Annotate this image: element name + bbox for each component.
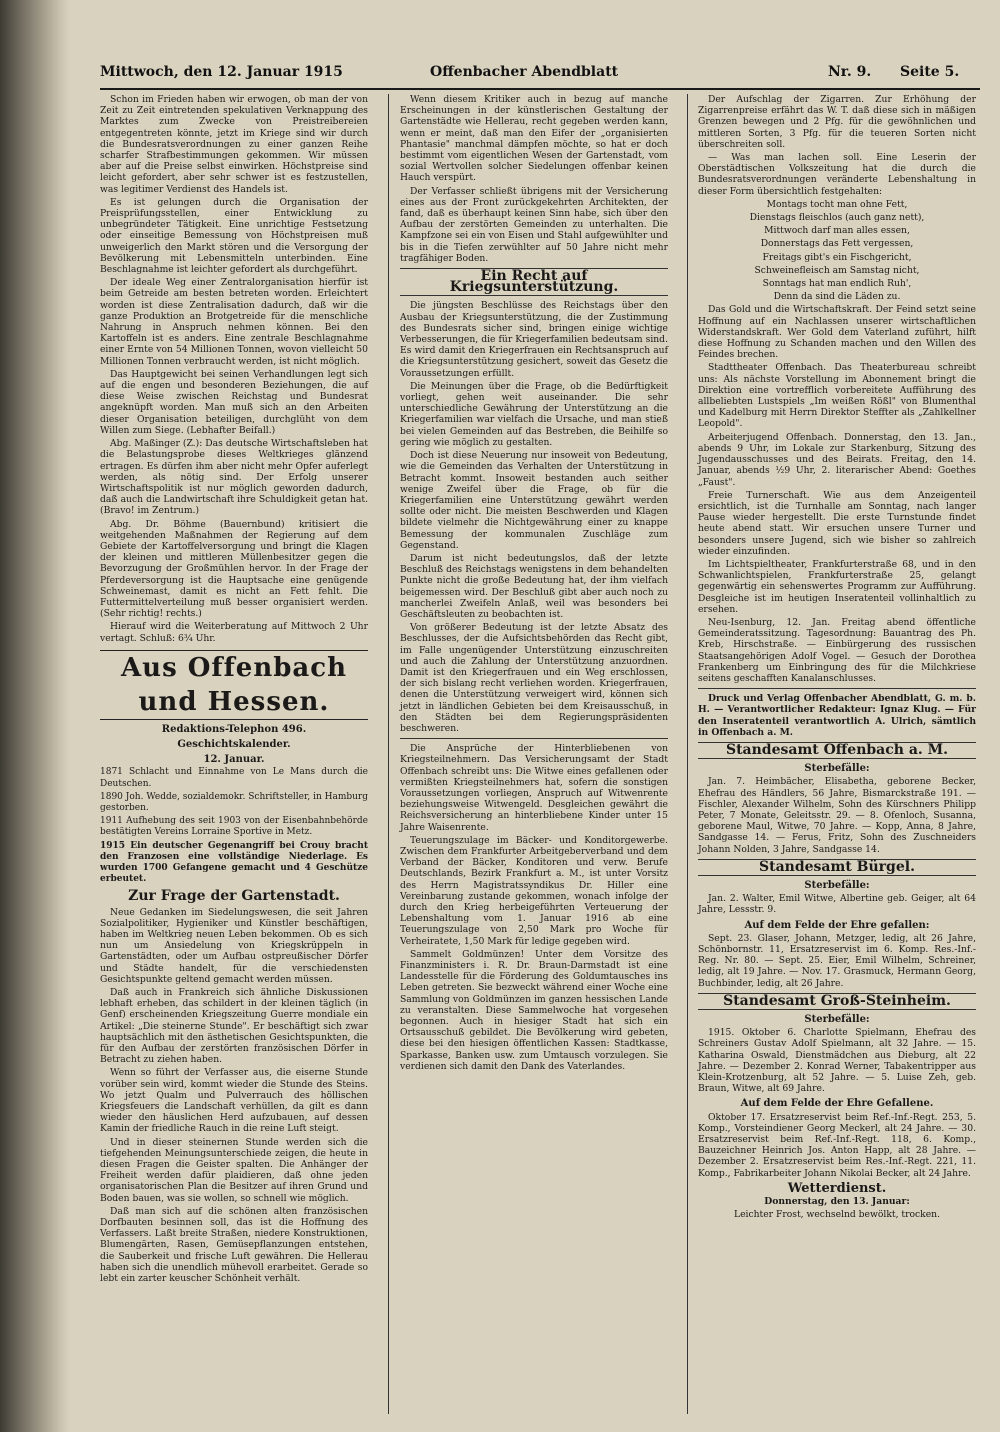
standesamt-steinheim-entries: 1915. Oktober 6. Charlotte Spielmann, Ehefrau des Schreiners Gustav Adolf Spielmann, alt 32 Jahre. — 15. Katharina Oswald, Dienstmädchen aus Dieburg, alt 22 Jahre. — Dezember 2. Konrad Werner, Tabakentripper aus Klein-Krotzenburg, alt 52 Jahre. — 5. Luise Zeh, geb. Braun, Witwe, alt 69 Jahre. <box>698 1027 976 1095</box>
header-rule <box>100 88 980 90</box>
reichstag-para-6: Abg. Dr. Böhme (Bauernbund) kritisiert die weitgehenden Maßnahmen der Regierung auf dem Gebiete der Kartoffelversorgung und bringt die Klagen der kleinen und mittleren Müllenbesitzer gegen die Bevorzugung der Großmühlen hervor. In der Frage der Pferdeversorgung ist die Hauptsache eine genügende Schweinemast, damit es nicht an Fett fehlt. Die Futtermittelverteilung muß besser organisiert werden. (Sehr richtig! rechts.) <box>100 518 368 620</box>
gefallen-label: Auf dem Felde der Ehre gefallen: <box>744 919 930 931</box>
wetter-forecast: Leichter Frost, wechselnd bewölkt, trocken. <box>733 1209 941 1221</box>
wetterdienst-title: Wetterdienst. <box>787 1180 887 1196</box>
gartenstadt-cont-2: Der Verfasser schließt übrigens mit der Versicherung eines aus der Front zurückgekehrten Architekten, der fand, daß es überhaupt keinen Sinn habe, sich über den Aufbau der zerstörten Gemeinden zu unterhalten. Die Kampfzone sei ein von Eisen und Stahl aufgewühlter und bis in die Tiefen zerwühlter auf 50 Jahre nicht mehr tragfähiger Boden. <box>400 185 668 264</box>
gefallene-label: Auf dem Felde der Ehre Gefallene. <box>740 1098 934 1110</box>
kriegs-para-5: Von größerer Bedeutung ist der letzte Absatz des Beschlusses, der die Aufsichtsbehörden das Recht gibt, im Falle ungenügender Unterstützung einzuschreiten und auch die Zahlung der Unterstützung anzuordnen. Damit ist den Kriegerfrauen und ein Weg erschlossen, der sich bislang recht verliehen worden. Kriegerfrauen, denen die Unterstützung verweigert wird, können sich jetzt in ländlichen Gebieten bei dem Kreisausschuß, in den Städten bei dem Regierungspräsidenten beschweren. <box>400 622 668 734</box>
adjacent-page-binding <box>0 0 70 1432</box>
reichstag-adjourn: Hierauf wird die Weiterberatung auf Mittwoch 2 Uhr vertagt. Schluß: 6¾ Uhr. <box>100 621 368 644</box>
reichstag-intro: Schon im Frieden haben wir erwogen, ob man der von Zeit zu Zeit eintretenden spekulativen Verknappung des Marktes zum Zwecke von Preistreibereien entgegentreten könnte, jetzt im Kriege sind wir durch die Bundesratsverordnungen zu einer ganzen Reihe scharfer Strafbestimmungen gekommen. Wir müssen aber auf die Preise selbst einwirken. Höchstpreise sind leicht gefordert, aber sehr schwer ist es festzustellen, was legitimer Verdienst des Handels ist. <box>100 94 368 195</box>
reichstag-para-5: Abg. Maßinger (Z.): Das deutsche Wirtschaftsleben hat die Belastungsprobe dieses Weltkrieges glänzend ertragen. Es dürfen ihm aber nicht mehr Opfer auferlegt werden, als nötig sind. Der Erfolg unserer Wirtschaftspolitik ist nur möglich geworden dadurch, daß auch die Landwirtschaft ihre Schuldigkeit getan hat. (Bravo! im Zentrum.) <box>100 438 368 517</box>
column-3 <box>698 94 976 1222</box>
column-rule-1 <box>388 94 389 1414</box>
impressum: Druck und Verlag Offenbacher Abendblatt, G. m. b. H. — Verantwortlicher Redakteur: Ignaz Klug. — Für den Inseratenteil verantwortlich A. Ulrich, sämtlich in Offenbach a. M. <box>698 693 976 738</box>
goldmuenzen-para: Sammelt Goldmünzen! Unter dem Vorsitze des Finanzministers i. R. Dr. Braun-Darmstadt ist eine Landesstelle für die Förderung des Goldumtausches ins Leben getreten. Sie bezweckt während einer Woche eine Sammlung von Goldmünzen im ganzen hessischen Lande zu veranstalten. Diese Sammelwoche hat vorgesehen begonnen. Auch in hiesiger Stadt hat sich ein Ortsausschuß gebildet. Die Bevölkerung wird gebeten, diese bei den hiesigen öffentlichen Kassen: Stadtkasse, Sparkasse, Banken usw. zum Umtausch vorzulegen. Sie verdienen sich damit den Dank des Vaterlandes. <box>400 948 668 1072</box>
poem-line-6: Schweinefleisch am Samstag nicht, <box>754 264 920 276</box>
standesamt-buergel-gefallen: Sept. 23. Glaser, Johann, Metzger, ledig, alt 26 Jahre, Schönbornstr. 11, Ersatzreservist im 6. Komp. Res.-Inf.-Reg. Nr. 80. — Sept. 25. Eier, Emil Wilhelm, Schreiner, ledig, alt 19 Jahre. — Nov. 17. Grasmuck, Hermann Georg, Buchbinder, ledig, alt 26 Jahre. <box>698 932 976 989</box>
standesamt-buergel-title: Standesamt Bürgel. <box>698 859 976 876</box>
poem-line-7: Sonntags hat man endlich Ruh', <box>762 278 912 290</box>
turnerschaft-para: Freie Turnerschaft. Wie aus dem Anzeigenteil ersichtlich, ist die Turnhalle am Sonntag, nach langer Pause wieder hergestellt. Die erste Turnstunde findet heute abend statt. Wir ersuchen unsere Turner und besonders unsere Jugend, sich wie bisher so zahlreich wieder einzufinden. <box>698 489 976 557</box>
gartenstadt-para-1: Neue Gedanken im Siedelungswesen, die seit Jahren Sozialpolitiker, Hygieniker und Künstler beschäftigen, haben im Weltkrieg neuen Leben bekommen. Ob es sich nun um Ansiedelung von Kriegskrüppeln in Gartenstädten, oder um Aufbau ostpreußischer Dörfer und Städte handelt, für die verschiedensten Gesichtspunkte geltend gemacht werden müssen. <box>100 906 368 985</box>
header-paper: Offenbacher Abendblatt <box>430 64 619 80</box>
wetter-date: Donnerstag, den 13. Januar: <box>764 1196 910 1208</box>
kriegs-para-1: Die jüngsten Beschlüsse des Reichstags über den Ausbau der Kriegsunterstützung, die der Zustimmung des Bundesrats sicher sind, bringen einige wichtige Verbesserungen, die für Kriegerfamilien bedeutsam sind. Es wird damit den Kriegerfrauen ein Rechtsanspruch auf die Kriegsunterstützung gesichert, soweit das Gesetz die Voraussetzungen erfüllt. <box>400 300 668 379</box>
column-2 <box>400 94 668 1074</box>
column-1 <box>100 94 368 1286</box>
gartenstadt-para-4: Und in dieser steinernen Stunde werden sich die tiefgehenden Meinungsunterschiede zeigen, die heute in diesen Fragen die Geister spalten. Die Anhänger der Freiheit werden dafür plaidieren, daß ohne jeden organisatorischen Plan die Besitzer auf ihren Grund und Boden bauen, was sie wollen, so schnell wie möglich. <box>100 1136 368 1204</box>
poem-intro: — Was man lachen soll. Eine Leserin der Oberstädtischen Volkszeitung hat die durch die Bundesratsverordnungen veränderte Lebenshaltung in dieser Form übersichtlich festgehalten: <box>698 152 976 197</box>
reichstag-para-2: Es ist gelungen durch die Organisation der Preisprüfungsstellen, einer Entwicklung zu unbegründeter Tätigkeit. Eine unrichtige Festsetzung oder einseitige Bemessung von Höchstpreisen muß unweigerlich den Markt stören und die Versorgung der Bevölkerung mit Lebensmitteln unterbinden. Eine Beschlagnahme ist leichter gefordert als durchgeführt. <box>100 196 368 276</box>
hinterbliebene-para: Die Ansprüche der Hinterbliebenen von Kriegsteilnehmern. Das Versicherungsamt der Stadt Offenbach schreibt uns: Die Witwe eines gefallenen oder vermißten Kriegsteilnehmers hat, sofern die sonstigen Voraussetzungen vorliegen, Anspruch auf Witwenrente beziehungsweise Witwengeld. Desgleichen gewährt die Reichsversicherung an hinterbliebene Kinder unter 15 Jahre Waisenrente. <box>400 743 668 833</box>
section-title-offenbach: Aus Offenbach und Hessen. <box>100 650 368 720</box>
poem-line-4: Donnerstags das Fett vergessen, <box>760 238 914 250</box>
zigarren-para: Der Aufschlag der Zigarren. Zur Erhöhung der Zigarrenpreise erfährt das W. T. daß diese sich in mäßigen Grenzen bewegen und 2 Pfg. für die gewöhnlichen und mittleren Sorten, 3 Pfg. für die teueren Sorten nicht überschreiten soll. <box>698 94 976 150</box>
sterbefaelle-label: Sterbefälle: <box>804 1014 870 1026</box>
standesamt-steinheim-title: Standesamt Groß-Steinheim. <box>698 993 976 1010</box>
gartenstadt-para-2: Daß auch in Frankreich sich ähnliche Diskussionen lebhaft erheben, das schildert in der kleinen täglich (in Genf) erscheinenden Kriegszeitung Guerre mondiale ein Artikel: „Die steinerne Stunde". Er beschäftigt sich zwar hauptsächlich mit den ästhetischen Gesichtspunkten, die für den Aufbau der zerstörten französischen Dörfer in Betracht zu ziehen haben. <box>100 987 368 1066</box>
poem-line-5: Freitags gibt's ein Fischgericht, <box>762 251 912 263</box>
gartenstadt-para-5: Daß man sich auf die schönen alten französischen Dorfbauten besinnen soll, das ist die Hoffnung des Verfassers. Laßt breite Straßen, niedere Konstruktionen, Blumengärten, Rasen, Gemüsepflanzungen entstehen, die Sauberkeit und frische Luft gewähren. Die Hellerau haben sich die unendlich mühevoll erarbeitet. Gerade so lebt ein zarter keuscher Schönheit verhält. <box>100 1205 368 1285</box>
kalender-entry-1911: 1911 Aufhebung des seit 1903 von der Eisenbahnbehörde bestätigten Vereins Lorraine Sportive in Metz. <box>100 816 368 838</box>
kriegs-para-4: Darum ist nicht bedeutungslos, daß der letzte Beschluß des Reichstags wenigstens in dem behandelten Punkte nicht die große Bedeutung hat, der ihm vielfach beigemessen wird. Der Beschluß gibt aber auch noch zu mancherlei Zweifeln Anlaß, weil was besonders bei Geschäftsleuten zu beobachten ist. <box>400 552 668 620</box>
standesamt-steinheim-gefallen: Oktober 17. Ersatzreservist beim Ref.-Inf.-Regt. 253, 5. Komp., Vorsteindiener Georg Meckerl, alt 24 Jahre. — 30. Ersatzreservist beim Ref.-Inf.-Regt. 118, 6. Komp., Bauzeichner Heinrich Jos. Anton Happ, alt 28 Jahre. — Dezember 2. Ersatzreservist beim Res.-Inf.-Regt. 221, 11. Komp., Fabrikarbeiter Johann Nikolai Becker, alt 24 Jahre. <box>698 1111 976 1179</box>
neu-isenburg-para: Neu-Isenburg, 12. Jan. Freitag abend öffentliche Gemeinderatssitzung. Tagesordnung: Bauantrag des Ph. Kreb, Hirschstraße. — Einbürgerung des russischen Staatsangehörigen Adolf Vogel. — Gesuch der Dorothea Frankenberg um Einbringung des für die Milchkriese seitens geschafften Kanalanschlusses. <box>698 616 976 684</box>
sterbefaelle-label: Sterbefälle: <box>804 763 870 775</box>
kalender-title: Geschichtskalender. <box>177 738 291 750</box>
page-sheet <box>70 0 1000 1432</box>
kriegs-para-3: Doch ist diese Neuerung nur insoweit von Bedeutung, wie die Gemeinden das Verhalten der Unterstützung in Betracht kommt. Insoweit bestanden auch seither wenige Zweifel über die Frage, ob für die Kriegerfamilien eine Unterstützung gewährt werden sollte oder nicht. Die meisten Beschwerden und Klagen bildete vielmehr die Nichtgewährung einer zu knappe Bemessung der kommunalen Zuschläge zum Gegenstand. <box>400 450 668 551</box>
poem-line-8: Denn da sind die Läden zu. <box>773 291 901 303</box>
kalender-entry-1890: 1890 Joh. Wedde, sozialdemokr. Schriftsteller, in Hamburg gestorben. <box>100 791 368 813</box>
redaktion-telephone: Redaktions-Telephon 496. <box>161 723 307 735</box>
stadttheater-para: Stadttheater Offenbach. Das Theaterbureau schreibt uns: Als nächste Vorstellung im Abonnement bringt die Direktion eine vortrefflich vorbereitete Aufführung des allbeliebten Lustspiels „Im weißen Rößl" von Blumenthal und Kadelburg mit Herrn Direktor Steffter als „Zahlkellner Leopold". <box>698 362 976 430</box>
kriegsunterstuetzung-title: Ein Recht auf Kriegsunterstützung. <box>400 268 668 296</box>
reichstag-para-3: Der ideale Weg einer Zentralorganisation hierfür ist beim Getreide am besten betreten worden. Erleichtert worden ist diese Zentralisation dadurch, daß wir die ganze Produktion an Brotgetreide für die menschliche Nahrung in Anspruch nehmen können. Bei den Kartoffeln ist es anders. Eine zentrale Beschlagnahme einer Ernte von 54 Millionen Tonnen, wovon vielleicht 50 Millionen Tonnen verbraucht werden, ist nicht möglich. <box>100 277 368 367</box>
column-rule-2 <box>687 94 688 1414</box>
header-date: Mittwoch, den 12. Januar 1915 <box>100 64 343 80</box>
sterbefaelle-label: Sterbefälle: <box>804 880 870 891</box>
reichstag-para-4: Das Hauptgewicht bei seinen Verhandlungen legt sich auf die engen und besonderen Beziehungen, die auf diese Weise zwischen Reichstag und Bundesrat angeknüpft worden. Man muß sich an den Arbeiten dieser Organisation beteiligen, durchglüht von dem Willen zum Siege. (Lebhafter Beifall.) <box>100 368 368 436</box>
teuerungszulage-para: Teuerungszulage im Bäcker- und Konditorgewerbe. Zwischen dem Frankfurter Arbeitgeberverband und dem Verband der Bäcker, Konditoren und verw. Berufe Deutschlands, Bezirk Frankfurt a. M., ist unter Vorsitz des Herrn Magistratssyndikus Dr. Hiller eine Vereinbarung zustande gekommen, wonach infolge der durch den Krieg herbeigeführten Verteuerung der Lebenshaltung vom 1. Januar 1916 ab eine Teuerungszulage von 2,50 Mark pro Woche für Verheiratete, 1,50 Mark für ledige gegeben wird. <box>400 834 668 947</box>
standesamt-offenbach-entries: Jan. 7. Heimbächer, Elisabetha, geborene Becker, Ehefrau des Händlers, 56 Jahre, Bismarckstraße 191. — Fischler, Alexander Wilhelm, Sohn des Kürschners Philipp Peter, 7 Monate, Geleitsstr. 29. — 8. Ofenloch, Susanna, geborene Maul, Witwe, 70 Jahre. — Kopp, Anna, 8 Jahre, Sandgasse 14. — Ferus, Fritz, Sohn des Zuschneiders Johann Nolden, 3 Jahre, Sandgasse 14. <box>698 776 976 855</box>
kalender-entry-1871: 1871 Schlacht und Einnahme von Le Mans durch die Deutschen. <box>100 767 368 789</box>
header-page: Seite 5. <box>900 64 960 80</box>
standesamt-offenbach-title: Standesamt Offenbach a. M. <box>698 742 976 759</box>
lichtspiel-para: Im Lichtspieltheater, Frankfurterstraße 68, und in den Schwanlichtspielen, Frankfurterstraße 25, gelangt gegenwärtig ein sehenswertes Programm zur Aufführung. Desgleiche ist im heutigen Inseratenteil vollinhaltlich zu ersehen. <box>698 558 976 615</box>
gartenstadt-cont-1: Wenn diesem Kritiker auch in bezug auf manche Erscheinungen in der künstlerischen Gestaltung der Gartenstädte wie Hellerau, recht gegeben werden kann, wenn er meint, daß man den Eifer der „organisierten Phantasie" manchmal dämpfen möchte, so hat er doch bestimmt vom eigentlichen Wesen der Gartenstadt, vom sozial Wertvollen solcher Siedelungen offenbar keinen Hauch verspürt. <box>400 94 668 184</box>
poem-line-1: Montags tocht man ohne Fett, <box>766 198 908 210</box>
gold-wirtschaft-para: Das Gold und die Wirtschaftskraft. Der Feind setzt seine Hoffnung auf ein Nachlassen unserer wirtschaftlichen Widerstandskraft. Wer Gold dem Vaterland zuführt, hilft diese Hoffnung zu Schanden machen und den Willen des Feindes brechen. <box>698 304 976 361</box>
standesamt-buergel-entries: Jan. 2. Walter, Emil Witwe, Albertine geb. Geiger, alt 64 Jahre, Lessstr. 9. <box>698 893 976 916</box>
kriegs-para-2: Die Meinungen über die Frage, ob die Bedürftigkeit vorliegt, gehen weit auseinander. Die sehr unterschiedliche Gewährung der Unterstützung an die Kriegerfamilien war vielfach die Ursache, und man stieß bei vielen Gemeinden auf das Bestreben, die Beihilfe so gering wie möglich zu gestalten. <box>400 380 668 448</box>
poem-line-2: Dienstags fleischlos (auch ganz nett), <box>749 212 925 224</box>
gartenstadt-title: Zur Frage der Gartenstadt. <box>128 888 340 905</box>
page-header <box>100 64 980 86</box>
kalender-entry-1915: 1915 Ein deutscher Gegenangriff bei Crouy bracht den Franzosen eine vollständige Niederlage. Es wurden 1700 Gefangene gemacht und 4 Geschütze erbeutet. <box>100 840 368 885</box>
separator <box>400 738 668 739</box>
separator <box>698 688 976 689</box>
poem-line-3: Mittwoch darf man alles essen, <box>764 225 910 237</box>
kalender-date: 12. Januar. <box>203 754 265 766</box>
arbeiterjugend-para: Arbeiterjugend Offenbach. Donnerstag, den 13. Jan., abends 9 Uhr, im Lokale zur Starkenburg, Sitzung des Jugendausschusses und des Beirats. Freitag, den 14. Januar, abends ½9 Uhr, 2. literarischer Abend: Goethes „Faust". <box>698 431 976 488</box>
gartenstadt-para-3: Wenn so führt der Verfasser aus, die eiserne Stunde vorüber sein wird, kommt wieder die Stunde des Steins. Wo jetzt Qualm und Pulverrauch des höllischen Kriegsfeuers die Landschaft verhüllen, da gilt es dann wieder den häuslichen Herd aufzubauen, auf dessen Kamin der friedliche Rauch in die reine Luft steigt. <box>100 1067 368 1135</box>
header-issue: Nr. 9. <box>828 64 872 80</box>
